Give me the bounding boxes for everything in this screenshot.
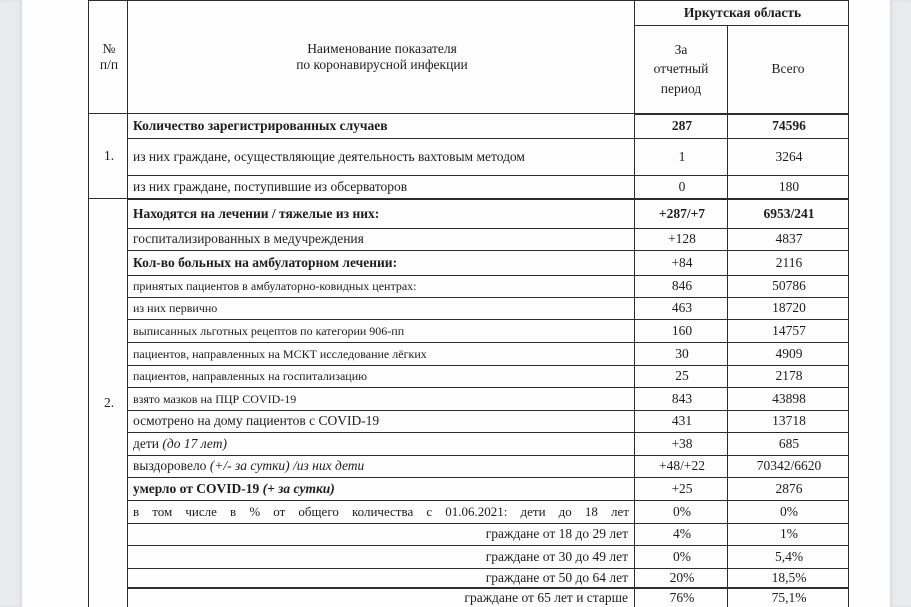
period-value-cell: 0% [635, 501, 728, 524]
table-row [89, 411, 849, 433]
column-header-num-line1: № [102, 40, 116, 56]
total-value-cell: 2116 [728, 251, 849, 276]
period-value-cell: 76% [635, 588, 728, 607]
region-header: Иркутская область [635, 1, 849, 26]
indicator-cell: граждане от 18 до 29 лет [128, 524, 635, 546]
period-value-cell: +84 [635, 251, 728, 276]
indicator-cell: из них граждане, поступившие из обсерваторов [128, 176, 635, 199]
indicator-cell: госпитализированных в медучреждения [128, 229, 635, 251]
period-value-cell: 20% [635, 569, 728, 589]
period-value-cell: +287/+7 [635, 199, 728, 229]
period-value-cell: 30 [635, 343, 728, 366]
column-header-indicator-line1: Наименование показателя [307, 40, 457, 56]
total-value-cell: 70342/6620 [728, 456, 849, 478]
table-row [89, 501, 849, 524]
table-row [89, 588, 849, 607]
indicator-cell: принятых пациентов в амбулаторно-ковидных центрах: [128, 276, 635, 298]
table-row [89, 139, 849, 176]
viewer-gutter-right [890, 0, 911, 607]
indicator-cell: граждане от 30 до 49 лет [128, 546, 635, 569]
indicator-cell: Количество зарегистрированных случаев [128, 114, 635, 139]
column-header-num [89, 1, 128, 114]
total-value-cell: 6953/241 [728, 199, 849, 229]
total-value-cell: 1% [728, 524, 849, 546]
table-row [89, 229, 849, 251]
indicator-cell: пациентов, направленных на МСКТ исследование лёгких [128, 343, 635, 366]
total-value-cell: 74596 [728, 114, 849, 139]
table-row [89, 524, 849, 546]
indicator-cell: дети (до 17 лет) [128, 433, 635, 456]
period-value-cell: +38 [635, 433, 728, 456]
total-value-cell: 43898 [728, 388, 849, 411]
indicator-cell: в том числе в % от общего количества с 01.06.2021: дети до 18 лет [128, 501, 635, 524]
period-value-cell: 431 [635, 411, 728, 433]
table-row [89, 320, 849, 343]
period-value-cell: 287 [635, 114, 728, 139]
column-header-indicator [128, 1, 635, 114]
total-value-cell: 2876 [728, 478, 849, 501]
total-value-cell: 50786 [728, 276, 849, 298]
total-value-cell: 3264 [728, 139, 849, 176]
indicator-cell: из них граждане, осуществляющие деятельность вахтовым методом [128, 139, 635, 176]
indicator-cell: из них первично [128, 298, 635, 320]
table-row [89, 298, 849, 320]
total-value-cell: 75,1% [728, 588, 849, 607]
table-row [89, 569, 849, 589]
total-value-cell: 2178 [728, 366, 849, 388]
total-value-cell: 180 [728, 176, 849, 199]
period-value-cell: +128 [635, 229, 728, 251]
row-number-cell: 1. [89, 114, 128, 199]
indicator-italic-note: (до 17 лет) [162, 435, 227, 451]
covid-report-table [88, 0, 849, 607]
table-row [89, 456, 849, 478]
indicator-cell: граждане от 65 лет и старше [128, 588, 635, 607]
table-row [89, 176, 849, 199]
indicator-cell: Находятся на лечении / тяжелые из них: [128, 199, 635, 229]
period-value-cell: 843 [635, 388, 728, 411]
table-row [89, 343, 849, 366]
period-value-cell: 160 [635, 320, 728, 343]
table-row [89, 433, 849, 456]
total-value-cell: 18,5% [728, 569, 849, 589]
period-value-cell: +48/+22 [635, 456, 728, 478]
period-value-cell: +25 [635, 478, 728, 501]
total-value-cell: 0% [728, 501, 849, 524]
total-value-cell: 18720 [728, 298, 849, 320]
header-row-region [89, 1, 849, 26]
indicator-cell: взято мазков на ПЦР COVID-19 [128, 388, 635, 411]
column-header-num-line2: п/п [99, 57, 119, 72]
indicator-italic-note: (+ за сутки) [262, 480, 335, 496]
period-value-cell: 846 [635, 276, 728, 298]
row-number-cell: 2. [89, 199, 128, 607]
indicator-cell: умерло от COVID-19 (+ за сутки) [128, 478, 635, 501]
table-row [89, 251, 849, 276]
viewer-gutter-left [0, 0, 22, 607]
indicator-cell: выздоровело (+/- за сутки) /из них дети [128, 456, 635, 478]
period-value-cell: 463 [635, 298, 728, 320]
table-row [89, 199, 849, 229]
total-value-cell: 14757 [728, 320, 849, 343]
total-value-cell: 4837 [728, 229, 849, 251]
indicator-cell: Кол-во больных на амбулаторном лечении: [128, 251, 635, 276]
indicator-italic-note: (+/- за сутки) /из них дети [209, 458, 365, 474]
indicator-cell: граждане от 50 до 64 лет [128, 569, 635, 589]
column-header-indicator-line2: по коронавирусной инфекции [296, 57, 468, 72]
table-row [89, 366, 849, 388]
table-row [89, 114, 849, 139]
total-value-cell: 4909 [728, 343, 849, 366]
period-value-cell: 4% [635, 524, 728, 546]
table-row [89, 388, 849, 411]
period-value-cell: 0% [635, 546, 728, 569]
period-value-cell: 1 [635, 139, 728, 176]
table-row [89, 546, 849, 569]
period-value-cell: 25 [635, 366, 728, 388]
total-value-cell: 5,4% [728, 546, 849, 569]
period-value-cell: 0 [635, 176, 728, 199]
indicator-cell: пациентов, направленных на госпитализацию [128, 366, 635, 388]
indicator-cell: осмотрено на дому пациентов с COVID-19 [128, 411, 635, 433]
column-header-period: За отчетный период [635, 26, 728, 114]
total-value-cell: 13718 [728, 411, 849, 433]
table-row [89, 276, 849, 298]
total-value-cell: 685 [728, 433, 849, 456]
table-row [89, 478, 849, 501]
column-header-total: Всего [728, 26, 849, 114]
indicator-cell: выписанных льготных рецептов по категории 906-пп [128, 320, 635, 343]
